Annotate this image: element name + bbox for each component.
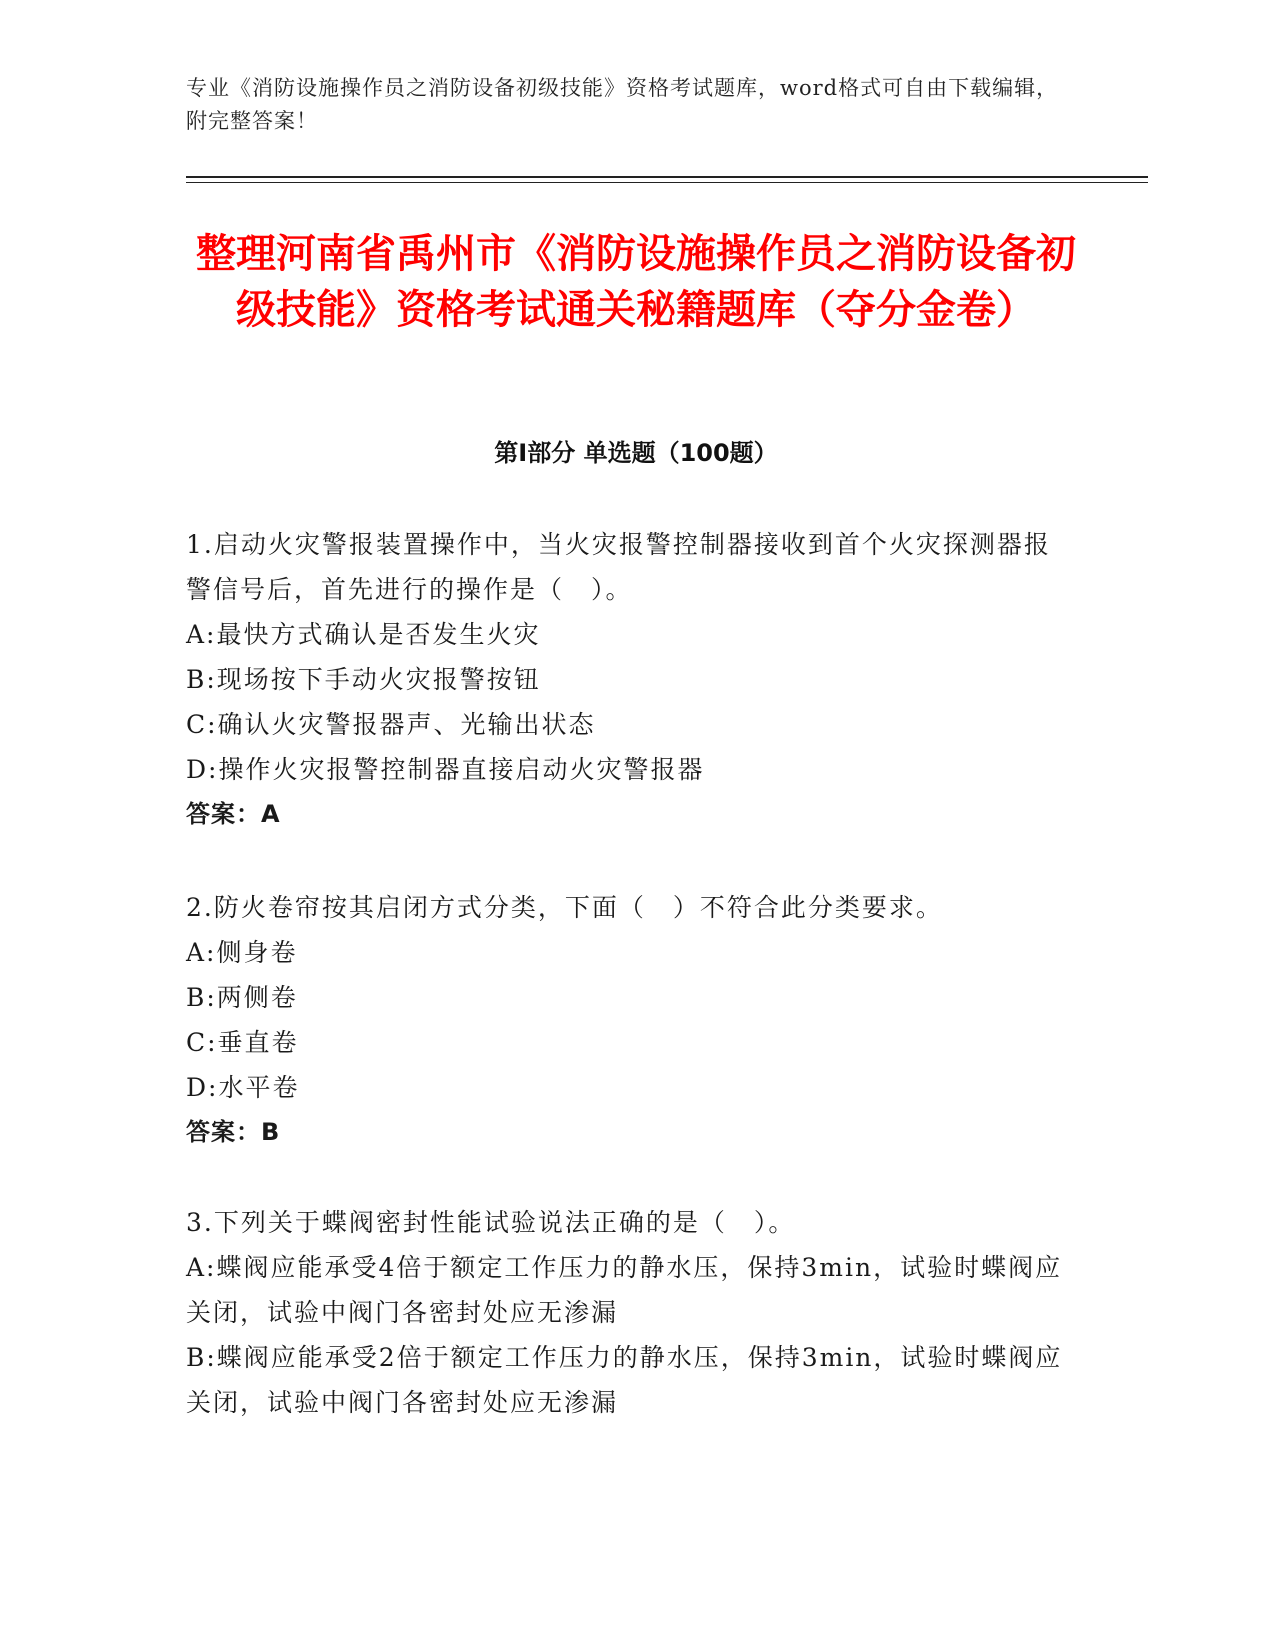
answer-line: 答案：B xyxy=(186,1118,281,1146)
option-a: A:最快方式确认是否发生火灾 xyxy=(186,620,541,649)
option-c: C:确认火灾警报器声、光输出状态 xyxy=(186,710,596,739)
question-stem: 3.下列关于蝶阀密封性能试验说法正确的是（ ）。 xyxy=(186,1208,796,1237)
option-d: D:水平卷 xyxy=(186,1073,300,1102)
question-2 xyxy=(186,885,1066,1155)
header-note: 专业《消防设施操作员之消防设备初级技能》资格考试题库，word格式可自由下载编辑，附完整答案！ xyxy=(186,76,1059,133)
option-b: B:两侧卷 xyxy=(186,983,298,1012)
question-stem: 1.启动火灾警报装置操作中，当火灾报警控制器接收到首个火灾探测器报警信号后，首先进行的操作是（ ）。 xyxy=(186,530,1051,604)
question-3 xyxy=(186,1200,1066,1425)
option-c: C:垂直卷 xyxy=(186,1028,299,1057)
header-divider-thick xyxy=(186,176,1148,178)
question-1 xyxy=(186,522,1066,837)
option-a: A:蝶阀应能承受4倍于额定工作压力的静水压，保持3min，试验时蝶阀应关闭，试验中阀门各密封处应无渗漏 xyxy=(186,1253,1063,1327)
question-stem: 2.防火卷帘按其启闭方式分类，下面（ ）不符合此分类要求。 xyxy=(186,893,943,922)
answer-line: 答案：A xyxy=(186,800,281,828)
option-b: B:蝶阀应能承受2倍于额定工作压力的静水压，保持3min，试验时蝶阀应关闭，试验中阀门各密封处应无渗漏 xyxy=(186,1343,1063,1417)
option-b: B:现场按下手动火灾报警按钮 xyxy=(186,665,541,694)
document-title: 整理河南省禹州市《消防设施操作员之消防设备初级技能》资格考试通关秘籍题库（夺分金卷） xyxy=(196,231,1076,333)
option-a: A:侧身卷 xyxy=(186,938,298,967)
section-title: 第I部分 单选题（100题） xyxy=(494,439,778,467)
header-divider-thin xyxy=(186,182,1148,183)
option-d: D:操作火灾报警控制器直接启动火灾警报器 xyxy=(186,755,705,784)
